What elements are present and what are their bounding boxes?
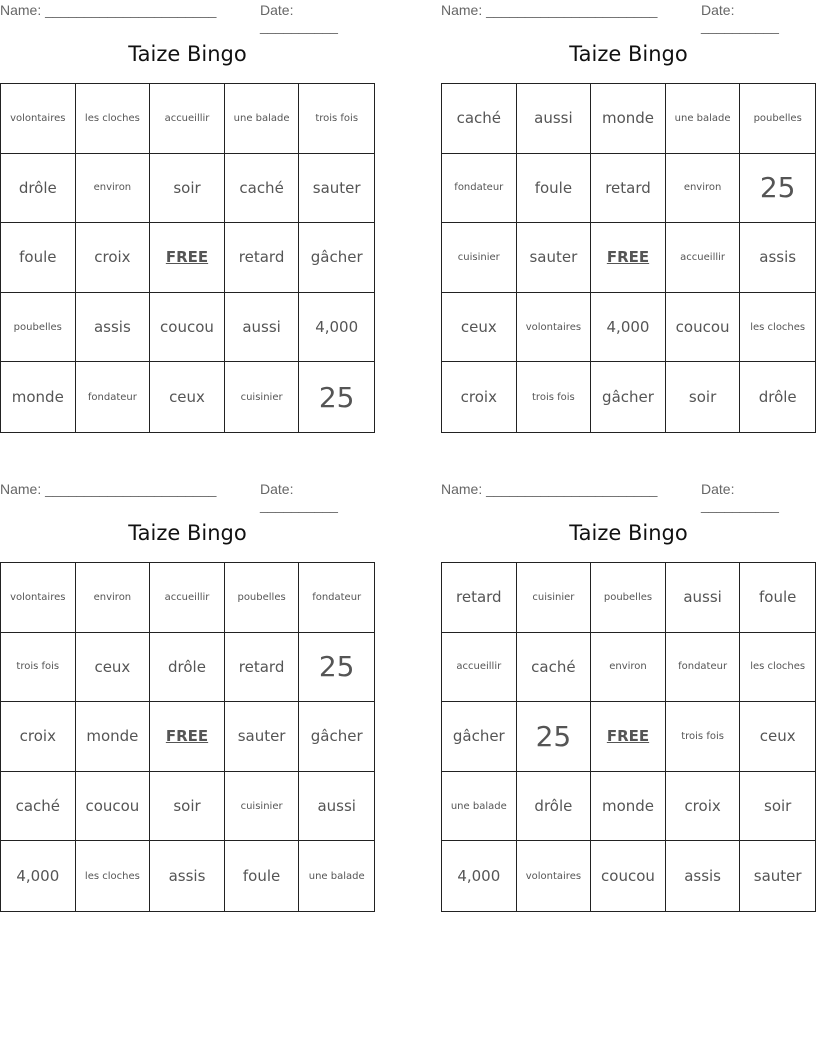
bingo-cell: trois fois [517, 362, 592, 432]
bingo-cell: assis [76, 293, 151, 363]
bingo-cell: 4,000 [299, 293, 374, 363]
bingo-cell: aussi [517, 84, 592, 154]
name-field: Name: ______________________ [441, 2, 658, 18]
bingo-cell: poubelles [225, 563, 300, 633]
bingo-cell: une balade [666, 84, 741, 154]
date-field: Date: __________ [260, 2, 338, 34]
bingo-cell: cuisinier [225, 772, 300, 842]
bingo-cell: gâcher [591, 362, 666, 432]
bingo-cell: croix [1, 702, 76, 772]
bingo-cell: gâcher [299, 702, 374, 772]
bingo-cell: caché [225, 154, 300, 224]
bingo-cell: poubelles [740, 84, 815, 154]
bingo-cell: aussi [225, 293, 300, 363]
bingo-cell: 4,000 [591, 293, 666, 363]
name-field: Name: ______________________ [441, 481, 658, 497]
date-field: Date: __________ [701, 481, 779, 513]
bingo-cell: drôle [758, 388, 797, 407]
bingo-cell: monde [76, 702, 151, 772]
bingo-cell: poubelles [1, 293, 76, 363]
bingo-cell: accueillir [150, 84, 225, 154]
bingo-cell: une balade [308, 870, 365, 882]
bingo-cell: drôle [1, 154, 76, 224]
card-title: Taize Bingo [569, 42, 688, 66]
bingo-cell: retard [442, 563, 517, 633]
bingo-cell: foule [740, 563, 815, 633]
bingo-cell: coucou [666, 293, 741, 363]
bingo-cell: une balade [225, 84, 300, 154]
bingo-cell: environ [76, 563, 151, 633]
bingo-cell: volontaires [1, 563, 76, 633]
bingo-cell: 4,000 [1, 841, 76, 911]
bingo-cell: monde [591, 84, 666, 154]
bingo-cell: croix [666, 772, 741, 842]
bingo-grid [441, 83, 816, 433]
bingo-cell: les cloches [740, 293, 815, 363]
bingo-cell: 25 [318, 380, 355, 414]
bingo-cell: 4,000 [442, 841, 517, 911]
bingo-cell: poubelles [591, 563, 666, 633]
bingo-cell: croix [442, 362, 517, 432]
bingo-cell: coucou [76, 772, 151, 842]
date-field: Date: __________ [260, 481, 338, 513]
bingo-cell: gâcher [442, 702, 517, 772]
name-field: Name: ______________________ [0, 2, 217, 18]
bingo-cell: soir [150, 154, 225, 224]
bingo-cell: soir [666, 362, 741, 432]
bingo-cell: accueillir [150, 563, 225, 633]
bingo-cell: foule [1, 223, 76, 293]
bingo-cell: les cloches [76, 841, 151, 911]
bingo-cell: accueillir [666, 223, 741, 293]
bingo-cell: ceux [740, 702, 815, 772]
bingo-cell: retard [225, 223, 300, 293]
bingo-cell: trois fois [666, 702, 741, 772]
bingo-cell: aussi [666, 563, 741, 633]
bingo-cell: drôle [150, 633, 225, 703]
card-header [0, 2, 375, 34]
bingo-cell: environ [76, 154, 151, 224]
bingo-cell: fondateur [76, 362, 151, 432]
bingo-cell: fondateur [666, 633, 741, 703]
bingo-grid [0, 83, 375, 433]
bingo-cell: monde [591, 772, 666, 842]
bingo-cell: retard [225, 633, 300, 703]
bingo-cell: soir [740, 772, 815, 842]
bingo-cell: croix [76, 223, 151, 293]
bingo-cell: coucou [150, 293, 225, 363]
bingo-cell: coucou [591, 841, 666, 911]
free-space: FREE [150, 223, 225, 293]
bingo-cell: drôle [517, 772, 592, 842]
bingo-cell: cuisinier [225, 362, 300, 432]
bingo-cell: environ [666, 154, 741, 224]
bingo-cell: trois fois [1, 633, 76, 703]
bingo-cell: volontaires [1, 84, 76, 154]
card-title: Taize Bingo [128, 521, 247, 545]
name-field: Name: ______________________ [0, 481, 217, 497]
card-title: Taize Bingo [569, 521, 688, 545]
bingo-cell: 25 [517, 702, 592, 772]
card-header [441, 481, 816, 513]
bingo-cell: retard [591, 154, 666, 224]
card-header [0, 481, 375, 513]
bingo-cell: fondateur [299, 563, 374, 633]
bingo-cell: environ [591, 633, 666, 703]
bingo-cell: assis [666, 841, 741, 911]
bingo-cell: volontaires [517, 293, 592, 363]
card-title: Taize Bingo [128, 42, 247, 66]
bingo-cell: sauter [225, 702, 300, 772]
bingo-cell: sauter [753, 867, 802, 886]
bingo-grid [441, 562, 816, 912]
bingo-cell: accueillir [442, 633, 517, 703]
bingo-cell: sauter [299, 154, 374, 224]
bingo-cell: assis [150, 841, 225, 911]
bingo-cell: les cloches [740, 633, 815, 703]
bingo-cell: gâcher [299, 223, 374, 293]
bingo-cell: assis [740, 223, 815, 293]
bingo-cell: ceux [76, 633, 151, 703]
bingo-cell: soir [150, 772, 225, 842]
bingo-cell: trois fois [299, 84, 374, 154]
bingo-cell: caché [517, 633, 592, 703]
bingo-cell: ceux [442, 293, 517, 363]
bingo-cell: monde [1, 362, 76, 432]
bingo-cell: sauter [517, 223, 592, 293]
bingo-grid [0, 562, 375, 912]
card-header [441, 2, 816, 34]
bingo-cell: volontaires [517, 841, 592, 911]
bingo-cell: 25 [740, 154, 815, 224]
bingo-cell: foule [517, 154, 592, 224]
free-space: FREE [591, 702, 666, 772]
bingo-cell: caché [1, 772, 76, 842]
bingo-cell: foule [225, 841, 300, 911]
bingo-cell: cuisinier [442, 223, 517, 293]
bingo-cell: caché [442, 84, 517, 154]
bingo-cell: une balade [442, 772, 517, 842]
bingo-cell: cuisinier [517, 563, 592, 633]
bingo-cell: aussi [299, 772, 374, 842]
bingo-cell: les cloches [76, 84, 151, 154]
bingo-cell: fondateur [442, 154, 517, 224]
bingo-cell: 25 [299, 633, 374, 703]
bingo-cell: ceux [150, 362, 225, 432]
free-space: FREE [591, 223, 666, 293]
free-space: FREE [150, 702, 225, 772]
date-field: Date: __________ [701, 2, 779, 34]
